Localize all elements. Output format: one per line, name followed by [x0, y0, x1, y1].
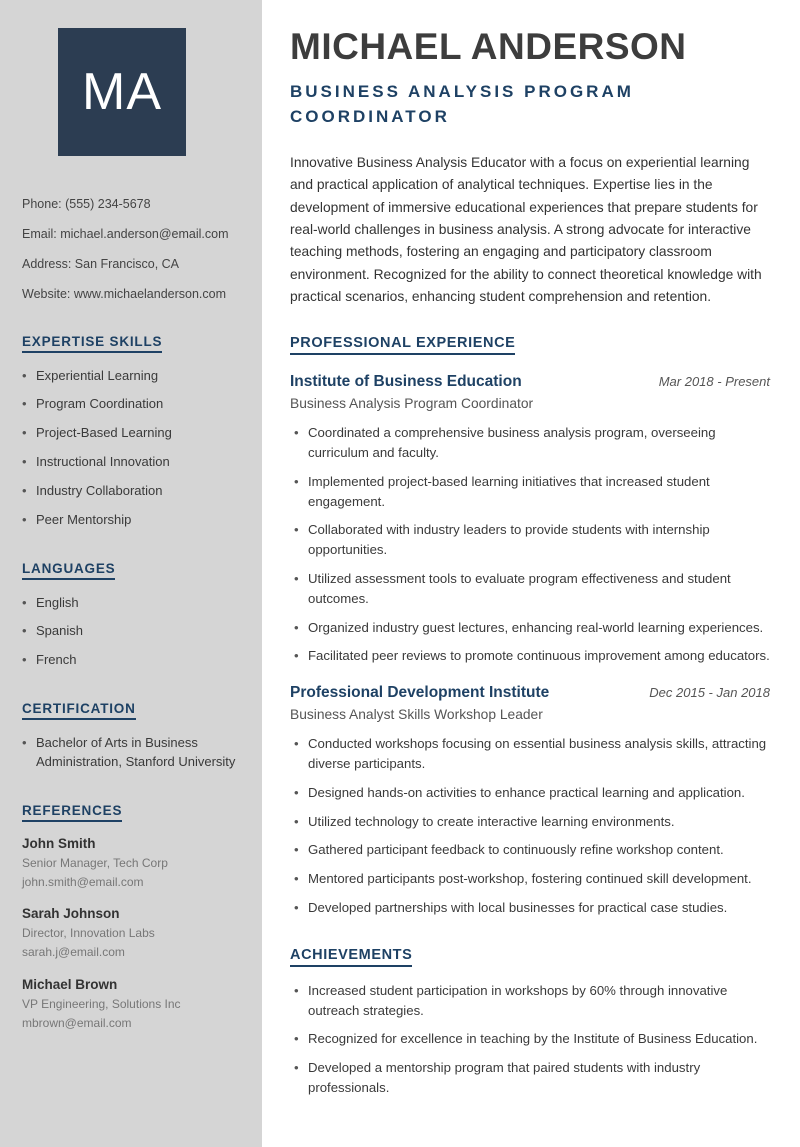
company-name: Professional Development Institute: [290, 684, 550, 702]
experience-bullet: • Designed hands-on activities to enhance practical learning and application.: [290, 783, 770, 803]
reference-entry: [22, 906, 240, 960]
date-range: Dec 2015 - Jan 2018: [649, 685, 770, 701]
expertise-item: • Experiential Learning: [22, 367, 240, 386]
experience-bullet: • Coordinated a comprehensive business analysis program, overseeing curriculum and faculty.: [290, 423, 770, 463]
sidebar: [0, 0, 262, 1147]
achievement-bullet: • Recognized for excellence in teaching by the Institute of Business Education.: [290, 1029, 770, 1049]
expertise-item: • Project-Based Learning: [22, 424, 240, 443]
achievement-bullet: • Developed a mentorship program that paired students with industry professionals.: [290, 1058, 770, 1098]
experience-bullet: • Utilized assessment tools to evaluate program effectiveness and student outcomes.: [290, 569, 770, 609]
experience-heading: PROFESSIONAL EXPERIENCE: [290, 335, 515, 355]
experience-entry: [290, 684, 770, 918]
experience-bullet-list: [290, 423, 770, 666]
certification-heading: CERTIFICATION: [22, 701, 136, 720]
date-range: Mar 2018 - Present: [658, 374, 770, 390]
experience-bullet: • Developed partnerships with local businesses for practical case studies.: [290, 898, 770, 918]
reference-name: Michael Brown: [22, 976, 118, 992]
avatar: [58, 28, 186, 156]
experience-bullet: • Mentored participants post-workshop, fostering continued skill development.: [290, 869, 770, 889]
reference-email: sarah.j@email.com: [22, 945, 125, 960]
certification-item: • Bachelor of Arts in Business Administration, Stanford University: [22, 734, 240, 772]
language-item: • French: [22, 651, 240, 670]
contact-address: Address: San Francisco, CA: [22, 256, 180, 271]
page-title: MICHAEL ANDERSON: [290, 26, 687, 67]
experience-entry-header: [290, 684, 770, 702]
reference-name: John Smith: [22, 835, 96, 851]
contact-website: Website: www.michaelanderson.com: [22, 286, 227, 301]
experience-bullet: • Gathered participant feedback to continuously refine workshop content.: [290, 840, 770, 860]
expertise-item: • Instructional Innovation: [22, 453, 240, 472]
achievements-list: [290, 981, 770, 1098]
expertise-item: • Industry Collaboration: [22, 482, 240, 501]
experience-bullet: • Collaborated with industry leaders to provide students with internship opportunities.: [290, 520, 770, 560]
reference-role: Director, Innovation Labs: [22, 926, 155, 941]
expertise-item: • Program Coordination: [22, 395, 240, 414]
reference-entry: [22, 836, 240, 890]
summary-paragraph: Innovative Business Analysis Educator with a focus on experiential learning and practical application of analytical techniques. Expertise lies in the development of immersive educational experiences that prepare students for real-world challenges in business analysis. A strong advocate for interactive teaching methods, fostering an engaging and participatory classroom environment. Recognized for the ability to connect theoretical knowledge with practical scenarios, enhancing student comprehension and retention.: [290, 154, 762, 304]
role-title: Business Analyst Skills Workshop Leader: [290, 707, 543, 723]
reference-name: Sarah Johnson: [22, 906, 120, 922]
experience-bullet-list: [290, 734, 770, 918]
main-content: [262, 0, 800, 1147]
language-item: • Spanish: [22, 622, 240, 641]
avatar-initials: MA: [82, 63, 162, 121]
reference-email: john.smith@email.com: [22, 874, 144, 889]
experience-bullet: • Organized industry guest lectures, enhancing real-world learning experiences.: [290, 618, 770, 638]
languages-heading: LANGUAGES: [22, 561, 115, 580]
experience-section: [290, 334, 770, 918]
references-section: [22, 802, 240, 1031]
company-name: Institute of Business Education: [290, 373, 522, 391]
experience-entry: [290, 373, 770, 666]
achievement-bullet: • Increased student participation in workshops by 60% through innovative outreach strategies.: [290, 981, 770, 1021]
expertise-item: • Peer Mentorship: [22, 511, 240, 530]
reference-role: Senior Manager, Tech Corp: [22, 855, 168, 870]
references-heading: REFERENCES: [22, 803, 122, 822]
contact-email: Email: michael.anderson@email.com: [22, 226, 229, 241]
achievements-section: [290, 946, 770, 1098]
experience-bullet: • Implemented project-based learning initiatives that increased student engagement.: [290, 472, 770, 512]
languages-section: [22, 560, 240, 671]
contact-phone: Phone: (555) 234-5678: [22, 197, 151, 211]
language-item: • English: [22, 594, 240, 613]
role-title: Business Analysis Program Coordinator: [290, 396, 534, 412]
certification-list: [22, 734, 240, 772]
contact-info: [22, 196, 240, 303]
reference-role: VP Engineering, Solutions Inc: [22, 996, 181, 1011]
languages-list: [22, 594, 240, 671]
reference-email: mbrown@email.com: [22, 1015, 132, 1030]
expertise-list: [22, 367, 240, 530]
achievements-heading: ACHIEVEMENTS: [290, 947, 412, 967]
certification-section: [22, 700, 240, 772]
expertise-heading: EXPERTISE SKILLS: [22, 334, 162, 353]
experience-bullet: • Conducted workshops focusing on essential business analysis skills, attracting diverse participants.: [290, 734, 770, 774]
experience-bullet: • Facilitated peer reviews to promote continuous improvement among educators.: [290, 646, 770, 666]
job-title: BUSINESS ANALYSIS PROGRAM COORDINATOR: [290, 81, 634, 127]
reference-entry: [22, 977, 240, 1031]
experience-entry-header: [290, 373, 770, 391]
expertise-section: [22, 333, 240, 530]
experience-bullet: • Utilized technology to create interactive learning environments.: [290, 812, 770, 832]
